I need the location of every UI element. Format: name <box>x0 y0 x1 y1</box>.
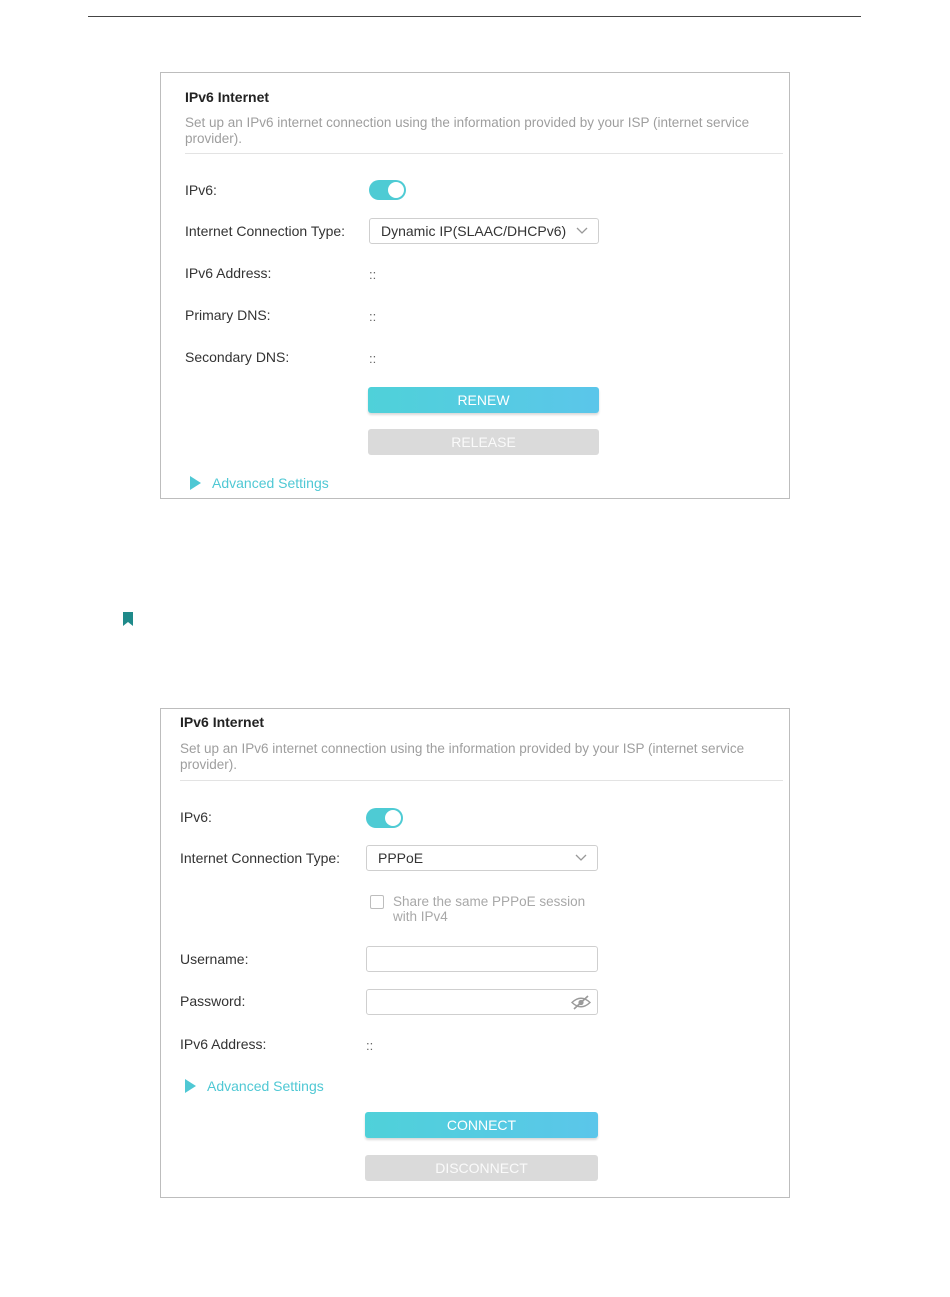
password-label: Password: <box>180 993 246 1009</box>
advanced-settings-link[interactable] <box>190 475 350 493</box>
secondary-dns-label: Secondary DNS: <box>185 349 290 365</box>
panel-divider <box>185 153 783 154</box>
chevron-down-icon <box>575 854 587 862</box>
ipv6-address-label: IPv6 Address: <box>180 1036 267 1052</box>
ipv6-label: IPv6: <box>180 809 212 825</box>
ipv6-address-value: :: <box>369 267 377 282</box>
username-input[interactable] <box>366 946 598 972</box>
ipv6-toggle[interactable] <box>369 180 406 200</box>
release-button[interactable]: RELEASE <box>368 429 599 455</box>
connect-button[interactable]: CONNECT <box>365 1112 598 1138</box>
renew-button[interactable]: RENEW <box>368 387 599 413</box>
page-top-rule <box>88 16 861 17</box>
toggle-knob <box>385 810 401 826</box>
panel-divider <box>180 780 783 781</box>
advanced-settings-label: Advanced Settings <box>212 475 329 491</box>
connection-type-select[interactable] <box>366 845 598 871</box>
advanced-settings-link[interactable] <box>185 1078 345 1096</box>
ipv6-label: IPv6: <box>185 182 217 198</box>
eye-slash-icon[interactable] <box>571 995 591 1010</box>
connection-type-label: Internet Connection Type: <box>180 850 341 866</box>
password-input[interactable] <box>366 989 598 1015</box>
primary-dns-value: :: <box>369 309 377 324</box>
secondary-dns-value: :: <box>369 351 377 366</box>
panel-description: Set up an IPv6 internet connection using the information provided by your ISP (internet service provider). <box>180 741 745 772</box>
connection-type-value: Dynamic IP(SLAAC/DHCPv6) <box>381 223 567 239</box>
share-pppoe-session-label: Share the same PPPoE session with IPv4 <box>393 894 586 924</box>
primary-dns-label: Primary DNS: <box>185 307 271 323</box>
username-label: Username: <box>180 951 249 967</box>
share-pppoe-session-checkbox[interactable] <box>370 895 384 909</box>
ipv6-toggle[interactable] <box>366 808 403 828</box>
disconnect-button[interactable]: DISCONNECT <box>365 1155 598 1181</box>
bookmark-icon <box>123 612 133 626</box>
toggle-knob <box>388 182 404 198</box>
ipv6-address-label: IPv6 Address: <box>185 265 272 281</box>
ipv6-address-value: :: <box>366 1038 374 1053</box>
triangle-right-icon <box>190 476 201 490</box>
ipv6-internet-panel-dynamic <box>160 72 790 499</box>
connection-type-select[interactable] <box>369 218 599 244</box>
panel-title: IPv6 Internet <box>180 714 265 730</box>
ipv6-internet-panel-pppoe <box>160 708 790 1198</box>
panel-description: Set up an IPv6 internet connection using the information provided by your ISP (internet service provider). <box>185 115 750 146</box>
connection-type-value: PPPoE <box>378 850 424 866</box>
chevron-down-icon <box>576 227 588 235</box>
advanced-settings-label: Advanced Settings <box>207 1078 324 1094</box>
connection-type-label: Internet Connection Type: <box>185 223 346 239</box>
triangle-right-icon <box>185 1079 196 1093</box>
panel-title: IPv6 Internet <box>185 89 270 105</box>
